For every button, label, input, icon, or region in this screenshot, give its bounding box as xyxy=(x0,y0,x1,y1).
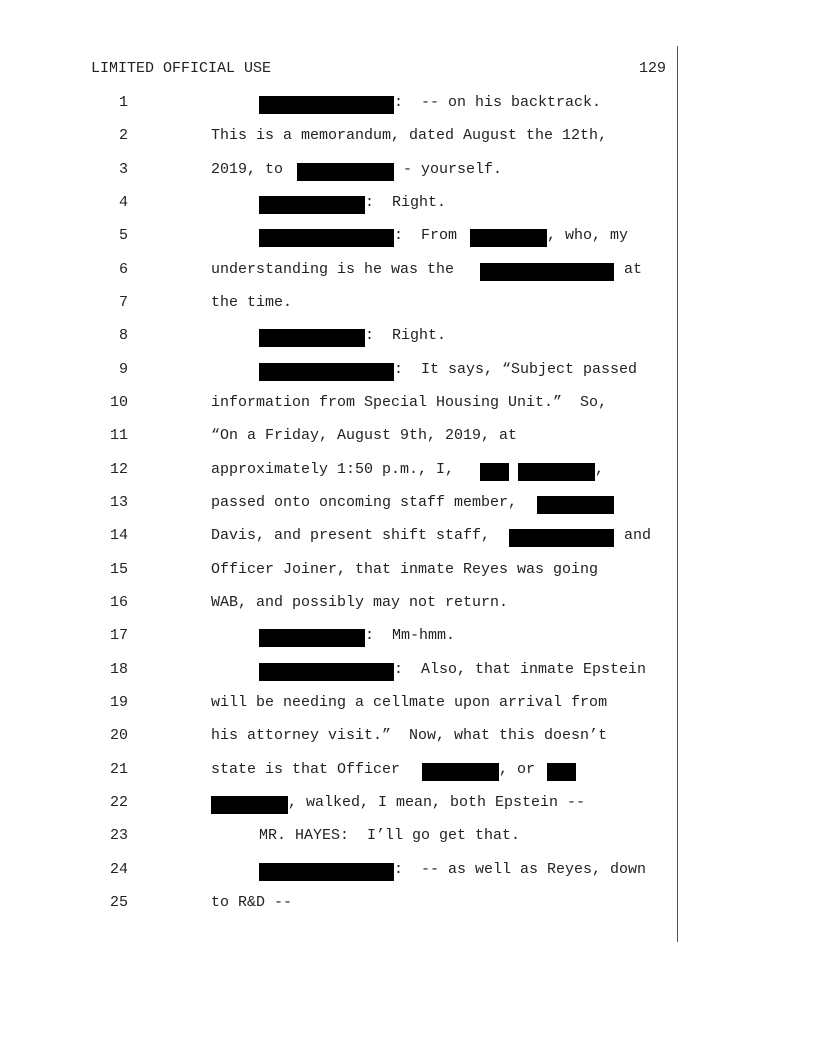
line-text: approximately 1:50 p.m., I, xyxy=(211,461,455,478)
line-text: the time. xyxy=(211,294,293,311)
line-number: 7 xyxy=(118,294,128,311)
line-text: and xyxy=(624,527,652,544)
line-number: 20 xyxy=(109,727,128,744)
line-text: : Right. xyxy=(365,327,447,344)
line-text: his attorney visit.” Now, what this doesn’t xyxy=(211,727,608,744)
redaction xyxy=(537,496,614,514)
page-number: 129 xyxy=(639,60,667,77)
line-number: 14 xyxy=(109,527,128,544)
line-text: at xyxy=(624,261,643,278)
line-number: 17 xyxy=(109,627,128,644)
redaction xyxy=(470,229,547,247)
line-number: 23 xyxy=(109,827,128,844)
line-text: : Also, that inmate Epstein xyxy=(394,661,647,678)
line-text: : From xyxy=(394,227,458,244)
line-text: 2019, to xyxy=(211,161,284,178)
redaction xyxy=(518,463,595,481)
redaction xyxy=(259,363,394,381)
line-number: 13 xyxy=(109,494,128,511)
line-text: This is a memorandum, dated August the 12th, xyxy=(211,127,608,144)
line-text: MR. HAYES: I’ll go get that. xyxy=(259,827,521,844)
redaction xyxy=(480,463,509,481)
line-text: passed onto oncoming staff member, xyxy=(211,494,518,511)
line-text: : -- on his backtrack. xyxy=(394,94,602,111)
line-text: will be needing a cellmate upon arrival from xyxy=(211,694,608,711)
line-text: information from Special Housing Unit.” So, xyxy=(211,394,608,411)
line-number: 21 xyxy=(109,761,128,778)
redaction xyxy=(547,763,576,781)
line-number: 25 xyxy=(109,894,128,911)
line-text: : Mm-hmm. xyxy=(365,627,456,644)
line-text: to R&D -- xyxy=(211,894,293,911)
line-text: : -- as well as Reyes, down xyxy=(394,861,647,878)
line-text: Officer Joiner, that inmate Reyes was going xyxy=(211,561,599,578)
line-number: 3 xyxy=(118,161,128,178)
redaction xyxy=(259,863,394,881)
line-number: 22 xyxy=(109,794,128,811)
redaction xyxy=(211,796,288,814)
redaction xyxy=(259,329,365,347)
redaction xyxy=(259,96,394,114)
redaction xyxy=(259,629,365,647)
line-text: WAB, and possibly may not return. xyxy=(211,594,509,611)
line-text: understanding is he was the xyxy=(211,261,455,278)
line-text: state is that Officer xyxy=(211,761,401,778)
redaction xyxy=(422,763,499,781)
line-number: 11 xyxy=(109,427,128,444)
line-number: 1 xyxy=(118,94,128,111)
line-number: 10 xyxy=(109,394,128,411)
line-number: 15 xyxy=(109,561,128,578)
redaction xyxy=(480,263,614,281)
line-text: “On a Friday, August 9th, 2019, at xyxy=(211,427,518,444)
line-text: : Right. xyxy=(365,194,447,211)
line-text: - yourself. xyxy=(403,161,503,178)
line-number: 6 xyxy=(118,261,128,278)
line-number: 5 xyxy=(118,227,128,244)
line-number: 24 xyxy=(109,861,128,878)
redaction xyxy=(259,229,394,247)
line-number: 2 xyxy=(118,127,128,144)
line-number: 18 xyxy=(109,661,128,678)
line-number: 8 xyxy=(118,327,128,344)
line-text: , xyxy=(595,461,605,478)
line-text: Davis, and present shift staff, xyxy=(211,527,491,544)
line-text: , walked, I mean, both Epstein -- xyxy=(288,794,586,811)
classification-header: LIMITED OFFICIAL USE xyxy=(91,60,272,77)
redaction xyxy=(297,163,394,181)
line-text: , who, my xyxy=(547,227,629,244)
line-text: , or xyxy=(499,761,536,778)
line-number: 4 xyxy=(118,194,128,211)
line-text: : It says, “Subject passed xyxy=(394,361,638,378)
line-number: 12 xyxy=(109,461,128,478)
line-number: 19 xyxy=(109,694,128,711)
redaction xyxy=(259,663,394,681)
line-number: 16 xyxy=(109,594,128,611)
line-number: 9 xyxy=(118,361,128,378)
redaction xyxy=(259,196,365,214)
redaction xyxy=(509,529,614,547)
right-margin-rule xyxy=(677,46,678,942)
